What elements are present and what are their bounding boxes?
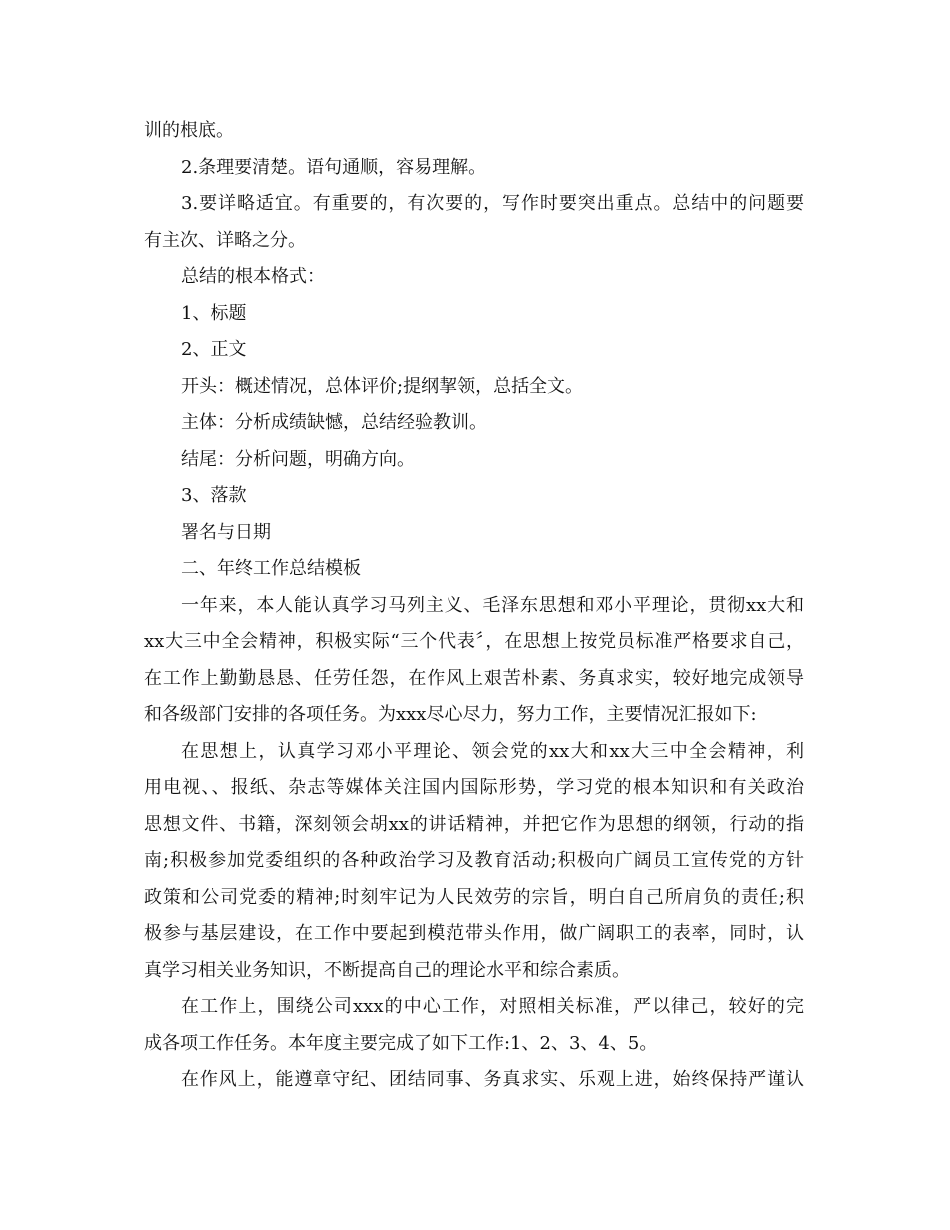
text-line: 开头：概述情况，总体评价;提纲挈领，总括全文。 (181, 376, 584, 397)
text-line: 总结的根本格式： (181, 266, 325, 287)
text-line: 在作风上，能遵章守纪、团结同事、务真求实、乐观上进，始终保持严谨认 (181, 1069, 804, 1090)
text-line: 和各级部门安排的各项任务。为xxx尽心尽力，努力工作，主要情况汇报如下: (144, 704, 757, 725)
text-line: 在思想上，认真学习邓小平理论、领会党的xx大和xx大三中全会精神，利 (181, 741, 804, 762)
text-line: 用电视、、报纸、杂志等媒体关注国内国际形势，学习党的根本知识和有关政治 (144, 777, 804, 798)
text-line: xx大三中全会精神，积极实际“三个代表〞，在思想上按党员标准严格要求自己， (144, 631, 804, 652)
text-line: 署名与日期 (181, 522, 271, 543)
text-line: 结尾：分析问题，明确方向。 (181, 449, 415, 470)
text-line: 思想文件、书籍，深刻领会胡xx的讲话精神，并把它作为思想的纲领，行动的指 (144, 814, 804, 835)
text-line: 3、落款 (181, 485, 247, 506)
text-line: 有主次、详略之分。 (144, 230, 306, 251)
section-heading: 二、年终工作总结模板 (181, 558, 361, 579)
text-line: 真学习相关业务知识，不断提高自己的理论水平和综合素质。 (144, 960, 630, 981)
text-line: 3.要详略适宜。有重要的，有次要的，写作时要突出重点。总结中的问题要 (181, 193, 804, 214)
text-line: 极参与基层建设，在工作中要起到模范带头作用，做广阔职工的表率，同时，认 (144, 923, 804, 944)
text-line: 主体：分析成绩缺憾，总结经验教训。 (181, 412, 487, 433)
text-line: 成各项工作任务。本年度主要完成了如下工作:1、2、3、4、5。 (144, 1033, 658, 1054)
text-line: 南;积极参加党委组织的各种政治学习及教育活动;积极向广阔员工宣传党的方针 (144, 850, 804, 871)
text-line: 1、标题 (181, 303, 247, 324)
text-line: 2.条理要清楚。语句通顺，容易理解。 (181, 157, 487, 178)
text-line: 训的根底。 (144, 120, 234, 141)
text-line: 在工作上勤勤恳恳、任劳任怨，在作风上艰苦朴素、务真求实，较好地完成领导 (144, 668, 804, 689)
text-line: 2、正文 (181, 339, 247, 360)
text-line: 一年来，本人能认真学习马列主义、毛泽东思想和邓小平理论，贯彻xx大和 (181, 595, 804, 616)
text-line: 在工作上，围绕公司xxx的中心工作，对照相关标准，严以律己，较好的完 (181, 996, 804, 1017)
text-line: 政策和公司党委的精神;时刻牢记为人民效劳的宗旨，明白自己所肩负的责任;积 (144, 887, 804, 908)
